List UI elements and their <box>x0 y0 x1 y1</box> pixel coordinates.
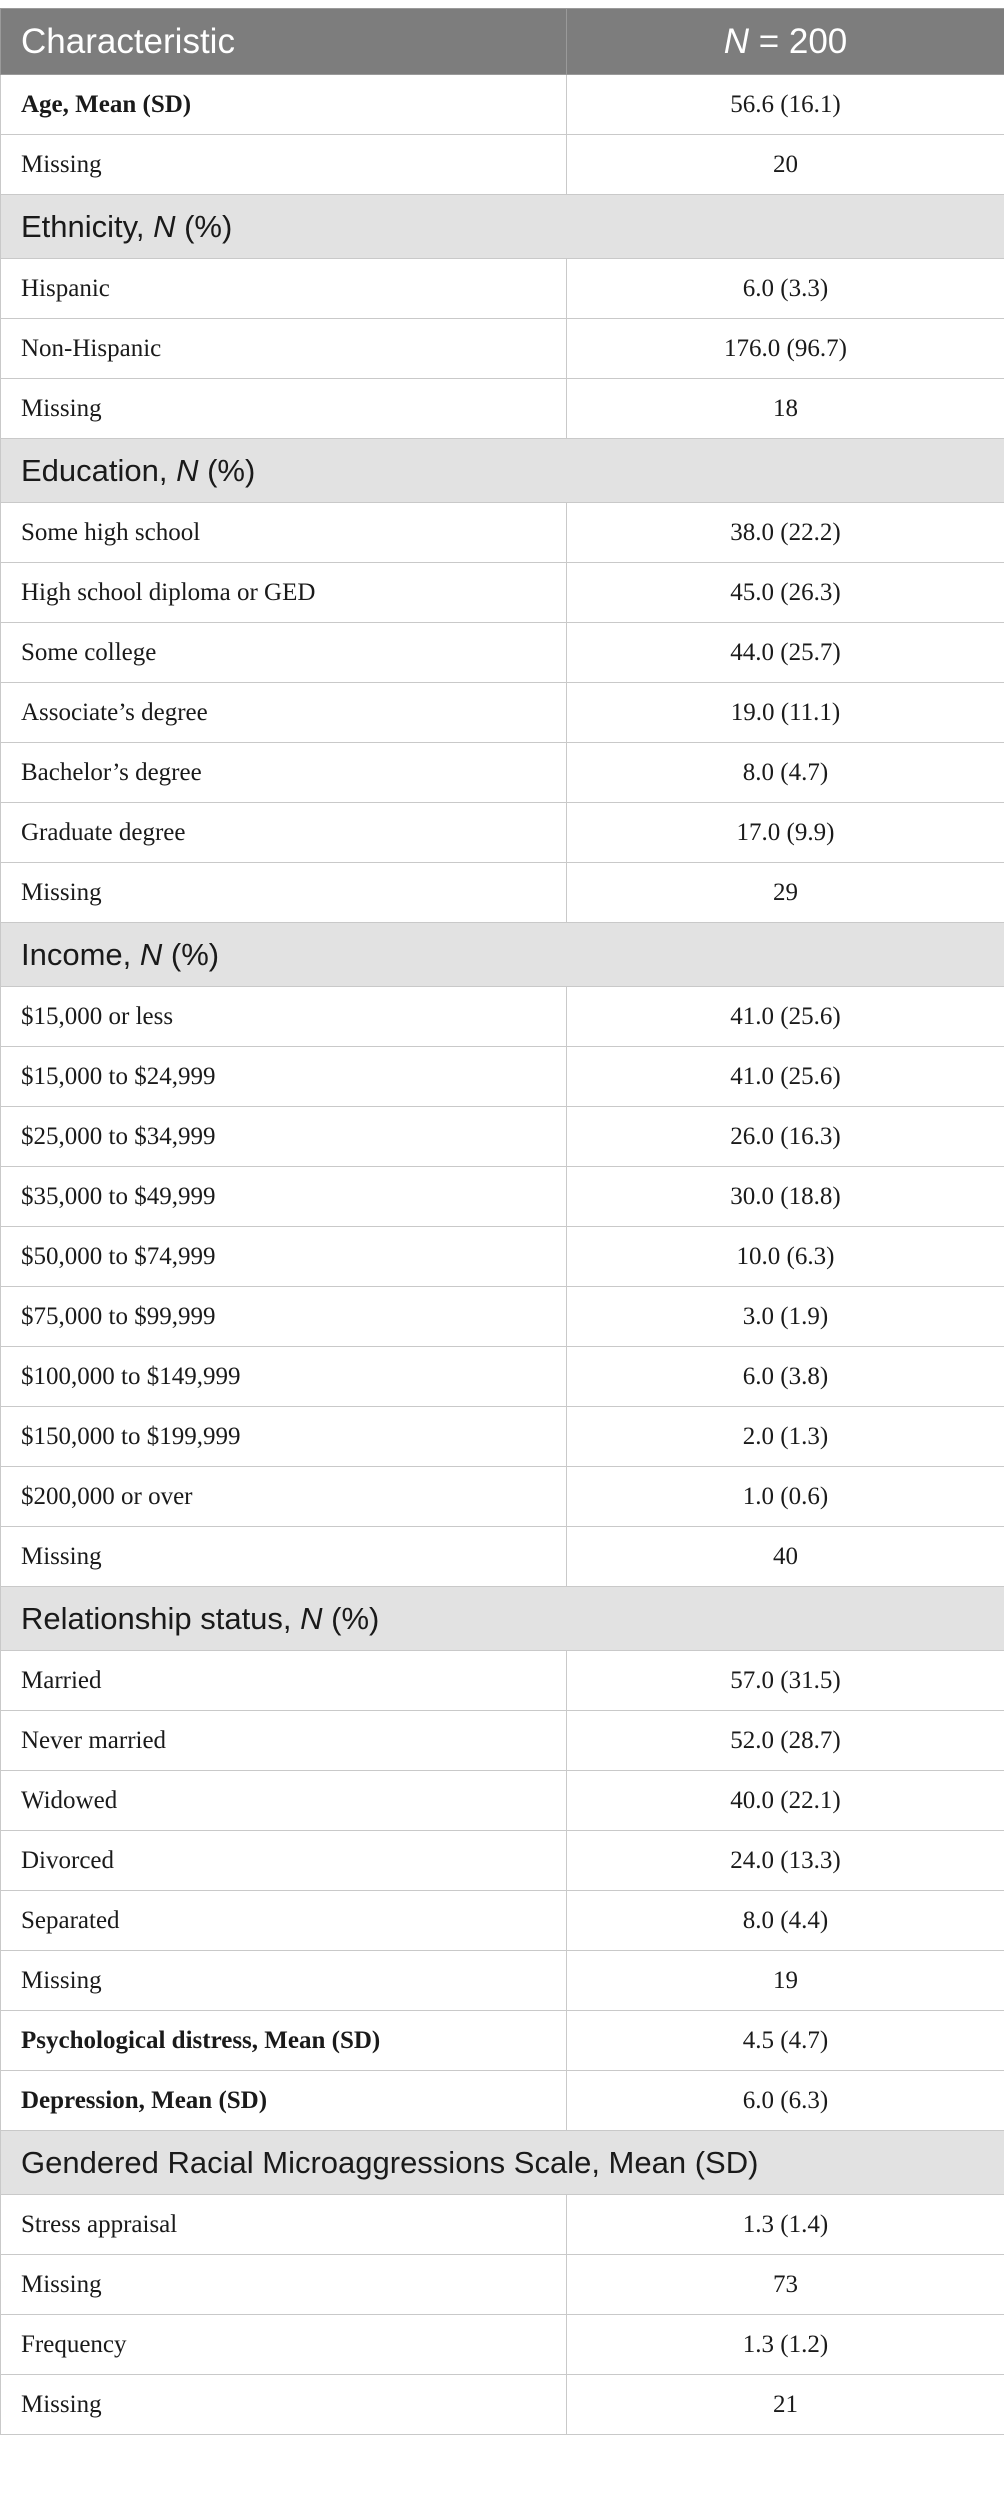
row-value: 19.0 (11.1) <box>567 683 1004 743</box>
table-row <box>1 2071 1004 2131</box>
section-header <box>1 439 1004 503</box>
row-value: 30.0 (18.8) <box>567 1167 1004 1227</box>
row-value: 45.0 (26.3) <box>567 563 1004 623</box>
row-label: Graduate degree <box>1 803 567 863</box>
section-suffix: (%) <box>198 452 256 488</box>
characteristics-table <box>0 8 1004 2435</box>
row-value: 3.0 (1.9) <box>567 1287 1004 1347</box>
table-row <box>1 2011 1004 2071</box>
characteristics-table-container <box>0 8 1004 2435</box>
row-label: $100,000 to $149,999 <box>1 1347 567 1407</box>
section-header-row <box>1 1587 1004 1651</box>
row-value: 38.0 (22.2) <box>567 503 1004 563</box>
table-row <box>1 987 1004 1047</box>
section-header <box>1 923 1004 987</box>
table-row <box>1 75 1004 135</box>
row-value: 17.0 (9.9) <box>567 803 1004 863</box>
row-label: Missing <box>1 1951 567 2011</box>
row-value: 1.3 (1.4) <box>567 2195 1004 2255</box>
section-label: Relationship status, <box>21 1600 301 1636</box>
row-value: 44.0 (25.7) <box>567 623 1004 683</box>
header-n-symbol: N <box>723 21 749 61</box>
row-label: $200,000 or over <box>1 1467 567 1527</box>
row-value: 24.0 (13.3) <box>567 1831 1004 1891</box>
table-row <box>1 503 1004 563</box>
section-n-symbol: N <box>300 1600 323 1636</box>
table-row <box>1 1467 1004 1527</box>
row-label: $15,000 or less <box>1 987 567 1047</box>
section-suffix: (%) <box>322 1600 380 1636</box>
table-row <box>1 563 1004 623</box>
row-value: 26.0 (16.3) <box>567 1107 1004 1167</box>
row-label: Missing <box>1 379 567 439</box>
row-value: 8.0 (4.4) <box>567 1891 1004 1951</box>
row-value: 57.0 (31.5) <box>567 1651 1004 1711</box>
table-row <box>1 1107 1004 1167</box>
table-row <box>1 1891 1004 1951</box>
table-row <box>1 135 1004 195</box>
section-n-symbol: N <box>139 936 163 972</box>
row-label: Some college <box>1 623 567 683</box>
table-row <box>1 683 1004 743</box>
row-label: Hispanic <box>1 259 567 319</box>
row-value: 40.0 (22.1) <box>567 1771 1004 1831</box>
section-suffix: (%) <box>162 936 220 972</box>
row-label: $15,000 to $24,999 <box>1 1047 567 1107</box>
section-header-row <box>1 923 1004 987</box>
row-value: 1.3 (1.2) <box>567 2315 1004 2375</box>
header-row <box>1 9 1004 75</box>
section-header <box>1 2131 1004 2195</box>
row-value: 10.0 (6.3) <box>567 1227 1004 1287</box>
header-sample-size <box>567 9 1004 75</box>
section-label: Income, <box>21 936 140 972</box>
row-label: Widowed <box>1 1771 567 1831</box>
table-row <box>1 2195 1004 2255</box>
section-header <box>1 1587 1004 1651</box>
table-row <box>1 1711 1004 1771</box>
table-row <box>1 319 1004 379</box>
row-value: 73 <box>567 2255 1004 2315</box>
table-header <box>1 9 1004 75</box>
table-row <box>1 1047 1004 1107</box>
table-row <box>1 743 1004 803</box>
row-value: 21 <box>567 2375 1004 2435</box>
row-label: Depression, Mean (SD) <box>1 2071 567 2131</box>
row-label: Separated <box>1 1891 567 1951</box>
row-value: 29 <box>567 863 1004 923</box>
header-n-value: = 200 <box>748 21 848 61</box>
row-label: Associate’s degree <box>1 683 567 743</box>
row-value: 6.0 (3.8) <box>567 1347 1004 1407</box>
table-row <box>1 1167 1004 1227</box>
section-header <box>1 195 1004 259</box>
row-value: 40 <box>567 1527 1004 1587</box>
row-label: Frequency <box>1 2315 567 2375</box>
table-row <box>1 1771 1004 1831</box>
table-row <box>1 1347 1004 1407</box>
row-value: 52.0 (28.7) <box>567 1711 1004 1771</box>
row-value: 56.6 (16.1) <box>567 75 1004 135</box>
row-value: 176.0 (96.7) <box>567 319 1004 379</box>
row-label: $150,000 to $199,999 <box>1 1407 567 1467</box>
row-label: Never married <box>1 1711 567 1771</box>
row-value: 19 <box>567 1951 1004 2011</box>
row-label: Non-Hispanic <box>1 319 567 379</box>
section-n-symbol: N <box>176 452 199 488</box>
section-header-row <box>1 195 1004 259</box>
row-label: Psychological distress, Mean (SD) <box>1 2011 567 2071</box>
row-label: Missing <box>1 1527 567 1587</box>
row-label: Missing <box>1 135 567 195</box>
header-characteristic: Characteristic <box>1 9 567 75</box>
row-label: Stress appraisal <box>1 2195 567 2255</box>
row-value: 4.5 (4.7) <box>567 2011 1004 2071</box>
table-row <box>1 1527 1004 1587</box>
row-label: Age, Mean (SD) <box>1 75 567 135</box>
table-body <box>1 75 1004 2435</box>
table-row <box>1 1227 1004 1287</box>
table-row <box>1 803 1004 863</box>
row-label: Missing <box>1 863 567 923</box>
row-label: $75,000 to $99,999 <box>1 1287 567 1347</box>
table-row <box>1 1407 1004 1467</box>
row-label: Bachelor’s degree <box>1 743 567 803</box>
row-value: 2.0 (1.3) <box>567 1407 1004 1467</box>
table-row <box>1 1831 1004 1891</box>
section-header-row <box>1 439 1004 503</box>
row-value: 6.0 (6.3) <box>567 2071 1004 2131</box>
table-row <box>1 2255 1004 2315</box>
section-header-row <box>1 2131 1004 2195</box>
row-label: High school diploma or GED <box>1 563 567 623</box>
table-row <box>1 1287 1004 1347</box>
row-label: Missing <box>1 2255 567 2315</box>
row-label: Missing <box>1 2375 567 2435</box>
row-value: 8.0 (4.7) <box>567 743 1004 803</box>
row-value: 1.0 (0.6) <box>567 1467 1004 1527</box>
table-row <box>1 623 1004 683</box>
section-label: Education, <box>21 452 177 488</box>
table-row <box>1 1651 1004 1711</box>
table-row <box>1 863 1004 923</box>
table-row <box>1 379 1004 439</box>
row-label: Married <box>1 1651 567 1711</box>
section-label: Gendered Racial Microaggressions Scale, Mean (SD) <box>21 2144 759 2180</box>
row-label: $35,000 to $49,999 <box>1 1167 567 1227</box>
table-row <box>1 1951 1004 2011</box>
table-row <box>1 2375 1004 2435</box>
row-value: 18 <box>567 379 1004 439</box>
row-value: 41.0 (25.6) <box>567 987 1004 1047</box>
section-label: Ethnicity, <box>21 208 154 244</box>
table-row <box>1 2315 1004 2375</box>
row-value: 41.0 (25.6) <box>567 1047 1004 1107</box>
row-label: Divorced <box>1 1831 567 1891</box>
row-label: $50,000 to $74,999 <box>1 1227 567 1287</box>
section-n-symbol: N <box>153 208 176 244</box>
row-label: Some high school <box>1 503 567 563</box>
row-value: 6.0 (3.3) <box>567 259 1004 319</box>
row-label: $25,000 to $34,999 <box>1 1107 567 1167</box>
row-value: 20 <box>567 135 1004 195</box>
section-suffix: (%) <box>175 208 233 244</box>
table-row <box>1 259 1004 319</box>
